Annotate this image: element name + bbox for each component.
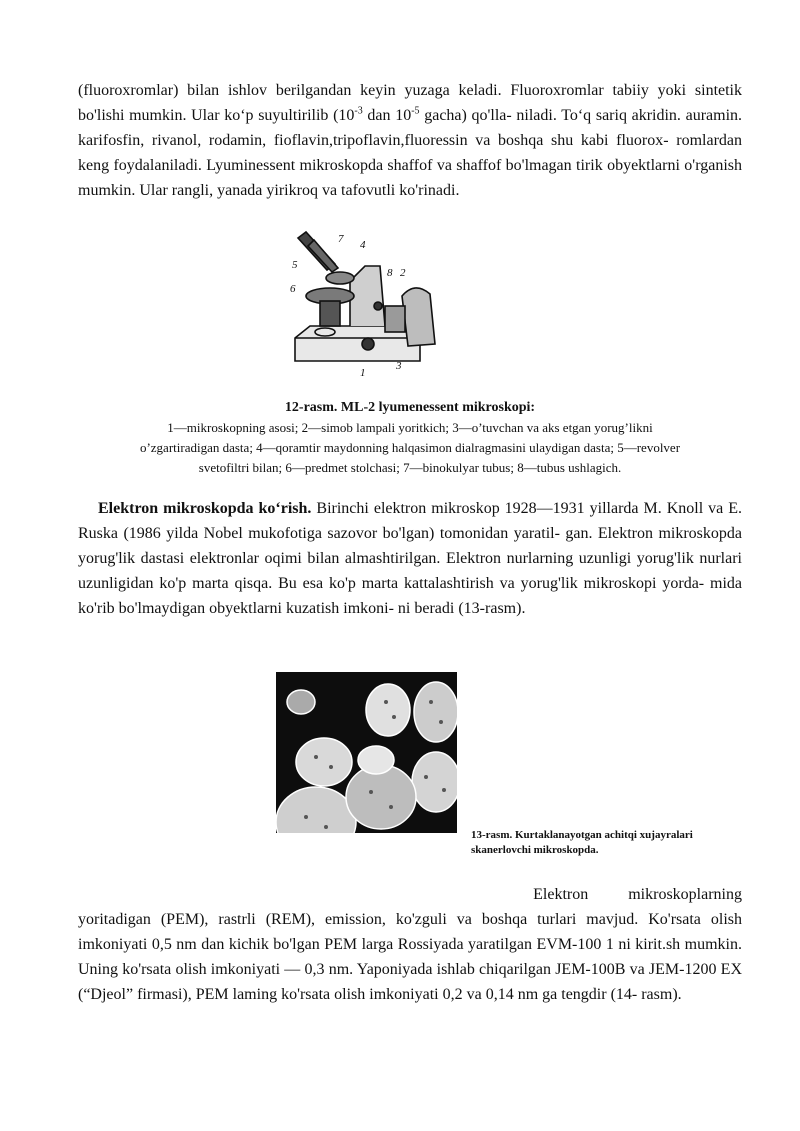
section-heading: Elektron mikroskopda koʻrish.: [98, 500, 312, 517]
figure-13-caption-line-2: skanerlovchi mikroskopda.: [471, 844, 599, 856]
p3-first-line-text: Elektron mikroskoplarning: [533, 886, 742, 903]
p2-text: Birinchi elektron mikroskop 1928—1931 yillarda M. Knoll va E. Ruska (1986 yilda Nobel mukofotiga sazovor bo'lgan) tomonidan yaratil- gan. Elektron mikroskopda yorug'lik dastasi elektronlar oqimi bilan almashtirilgan. Elektron nurlarning uzunligi yorug'lik nurlari uzunligidan ko'p marta qisqa. Bu esa ko'p marta kattalashtirish va yorug'lik mikroskopi yorda- mida ko'rib bo'lmaydigan obyektlarni kuzatish imkoni- ni beradi (13-rasm).: [78, 500, 743, 617]
paragraph-1: [78, 78, 742, 203]
microscope-figure: [290, 226, 440, 386]
label-4: 4: [360, 239, 366, 251]
label-1: 1: [360, 367, 366, 379]
p1-text-a: (fluoroxromlar) bilan ishlov berilgandan keyin yuzaga keladi. Fluoroxromlar tabiiy yoki sintetik bo'lishi mumkin. Ular koʻp suyultirilib (10: [78, 82, 742, 124]
label-7: 7: [338, 233, 344, 245]
label-3: 3: [396, 360, 402, 372]
label-5: 5: [292, 259, 298, 271]
figure-12-caption: [78, 398, 742, 478]
yeast-cells-micrograph: [276, 672, 457, 833]
p1-sup-1: -3: [354, 105, 363, 117]
p3-first-line: [78, 882, 742, 907]
figure-12-caption-line-2: o’zgartiradigan dasta; 4—qoramtir maydonning halqasimon dialragmasini ulaydigan dasta; 5—revolver: [139, 440, 681, 455]
paragraph-2: [78, 496, 742, 621]
label-6: 6: [290, 283, 296, 295]
figure-12-title: 12-rasm. ML-2 lyumenessent mikroskopi:: [284, 400, 536, 415]
figure-12-caption-line-1: 1—mikroskopning asosi; 2—simob lampali yoritkich; 3—o’tuvchan va aks etgan yorug’likni: [167, 420, 653, 435]
p1-sup-2: -5: [411, 105, 420, 117]
p3-text: yoritadigan (PEM), rastrli (REM), emission, ko'zguli va boshqa turlari mavjud. Ko'rsata olish imkoniyati 0,5 nm dan kichik bo'lgan PEM larga Rossiyada yaratilgan EVM-100 1 ni kirit.sh mumkin. Uning ko'rsata olish imkoniyati — 0,3 nm. Yaponiyada ishlab chiqarilgan JEM-100B va JEM-1200 EX (“Djeol” firmasi), PEM laming ko'rsata olish imkoniyati 0,2 va 0,14 nm ga tengdir (14- rasm).: [78, 911, 742, 1003]
label-8: 8: [387, 267, 393, 279]
label-2: 2: [400, 267, 406, 279]
paragraph-3: [78, 882, 742, 1007]
figure-13-caption-line-1: 13-rasm. Kurtaklanayotgan achitqi xujayralari: [471, 829, 693, 841]
figure-12-caption-line-3: svetofiltri bilan; 6—predmet stolchasi; 7—binokulyar tubus; 8—tubus ushlagich.: [198, 460, 622, 475]
p1-text-b: dan 10: [362, 107, 412, 124]
figure-13-caption: [471, 828, 761, 858]
p1-text-c: gacha) qo'lla- niladi. Toʻq sariq akridin. auramin. karifosfin, rivanol, rodamin, fioflavin,tripoflavin,fluoressin va boshqa shu kabi fluorox- romlardan keng foydalaniladi. Lyuminessent mikroskopda shaffof va shaffof bo'lmagan tirik obyektlarni o'rganish mumkin. Ular rangli, yanada yirikroq va tafovutli ko'rinadi.: [78, 107, 743, 199]
